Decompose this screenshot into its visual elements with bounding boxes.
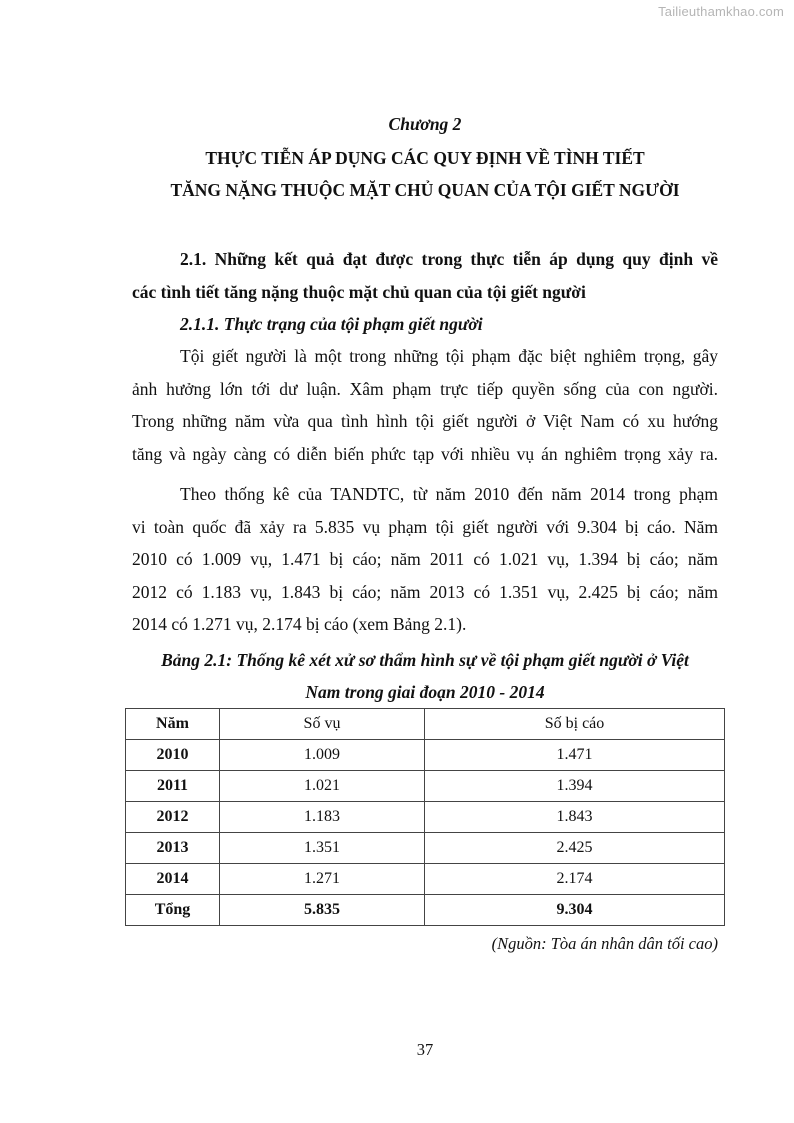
paragraph-line: Tội giết người là một trong những tội phạm đặc biệt nghiêm trọng, gây [180, 346, 718, 366]
paragraph-line: Trong những năm vừa qua tình hình tội giết người ở Việt Nam có xu hướng [132, 411, 718, 431]
cell-defendants: 1.843 [425, 802, 725, 833]
table-header-row [126, 709, 725, 740]
paragraph-line: 2014 có 1.271 vụ, 2.174 bị cáo (xem Bảng 2.1). [132, 614, 467, 634]
table-caption-line-2: Nam trong giai đoạn 2010 - 2014 [305, 682, 545, 702]
paragraph-line: ảnh hưởng lớn tới dư luận. Xâm phạm trực tiếp quyền sống của con người. [132, 378, 718, 399]
cell-total-defendants: 9.304 [425, 895, 725, 926]
chapter-title-line-2: TĂNG NẶNG THUỘC MẶT CHỦ QUAN CỦA TỘI GIẾT NGƯỜI [170, 180, 680, 200]
paragraph-1 [132, 340, 718, 470]
paragraph-line: 2012 có 1.183 vụ, 1.843 bị cáo; năm 2013 có 1.351 vụ, 2.425 bị cáo; năm [132, 581, 718, 602]
cell-defendants: 2.425 [425, 833, 725, 864]
table-caption-line-1: Bảng 2.1: Thống kê xét xử sơ thẩm hình sự về tội phạm giết người ở Việt [161, 650, 689, 670]
cell-defendants: 1.471 [425, 740, 725, 771]
cell-cases: 1.351 [220, 833, 425, 864]
paragraph-line: Theo thống kê của TANDTC, từ năm 2010 đến năm 2014 trong phạm [180, 484, 718, 504]
watermark: Tailieuthamkhao.com [658, 4, 784, 19]
page-number: 37 [416, 1040, 434, 1059]
table-source: (Nguồn: Tòa án nhân dân tối cao) [491, 934, 718, 953]
paragraph-line: 2010 có 1.009 vụ, 1.471 bị cáo; năm 2011 có 1.021 vụ, 1.394 bị cáo; năm [132, 549, 718, 569]
header-cases: Số vụ [220, 709, 425, 740]
subsection-heading: 2.1.1. Thực trạng của tội phạm giết người [180, 314, 483, 334]
cell-defendants: 2.174 [425, 864, 725, 895]
table-row [126, 740, 725, 771]
paragraph-line: vi toàn quốc đã xảy ra 5.835 vụ phạm tội giết người với 9.304 bị cáo. Năm [132, 516, 718, 537]
table-row [126, 833, 725, 864]
cell-total-label: Tổng [126, 895, 220, 926]
cell-cases: 1.009 [220, 740, 425, 771]
cell-year: 2013 [126, 833, 220, 864]
table-row [126, 802, 725, 833]
section-heading-line: 2.1. Những kết quả đạt được trong thực tiễn áp dụng quy định về [180, 249, 718, 269]
section-heading-2-1 [132, 243, 718, 308]
cell-year: 2014 [126, 864, 220, 895]
statistics-table [125, 708, 725, 926]
cell-year: 2011 [126, 771, 220, 802]
table-row [126, 771, 725, 802]
header-year: Năm [126, 709, 220, 740]
section-heading-line: các tình tiết tăng nặng thuộc mặt chủ quan của tội giết người [132, 281, 586, 302]
cell-cases: 1.183 [220, 802, 425, 833]
cell-defendants: 1.394 [425, 771, 725, 802]
cell-year: 2010 [126, 740, 220, 771]
header-defendants: Số bị cáo [425, 709, 725, 740]
section-heading-2-1-1 [132, 308, 718, 341]
paragraph-2 [132, 478, 718, 641]
table-total-row [126, 895, 725, 926]
chapter-label: Chương 2 [388, 114, 462, 134]
chapter-title-line-1: THỰC TIỄN ÁP DỤNG CÁC QUY ĐỊNH VỀ TÌNH TIẾT [205, 148, 645, 168]
table-row [126, 864, 725, 895]
cell-cases: 1.021 [220, 771, 425, 802]
cell-total-cases: 5.835 [220, 895, 425, 926]
cell-cases: 1.271 [220, 864, 425, 895]
paragraph-line: tăng và ngày càng có diễn biến phức tạp với nhiều vụ án nghiêm trọng xảy ra. [132, 443, 718, 464]
cell-year: 2012 [126, 802, 220, 833]
